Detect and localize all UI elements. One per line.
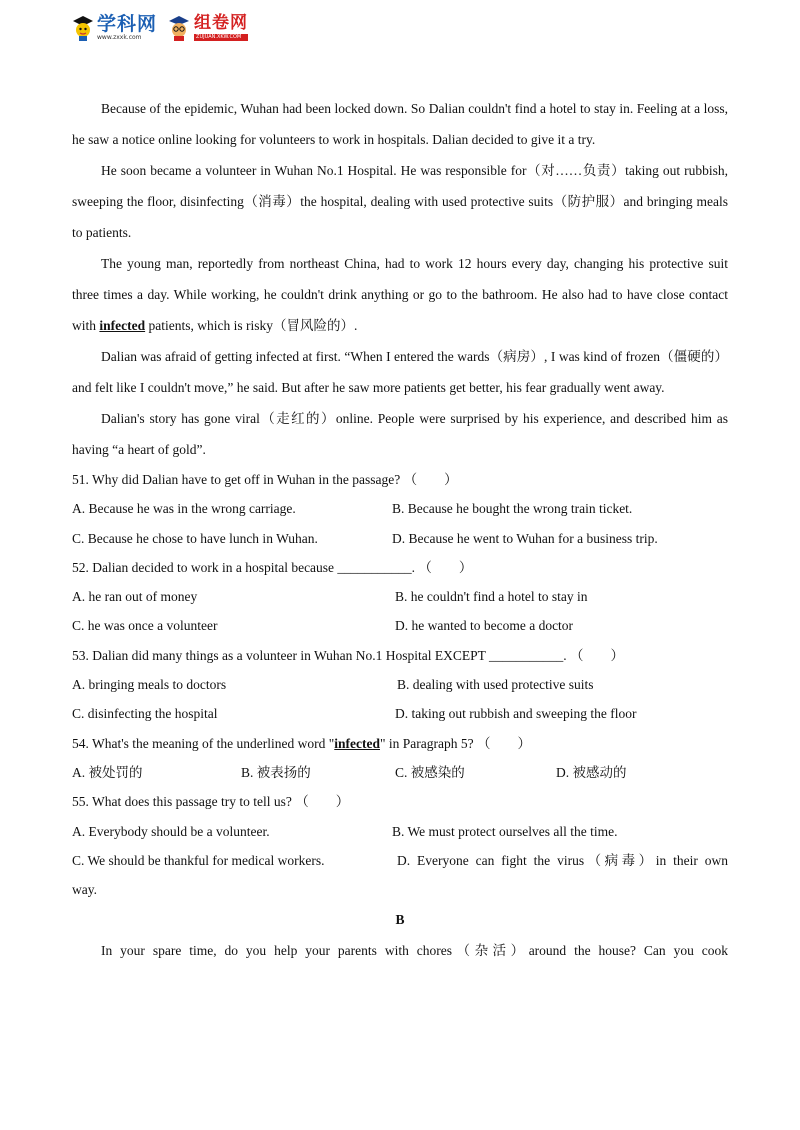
paragraph-3-text-start: The young man, reportedly from northeast China, had to work 12 hours every day, changing his protective suit three times a day. While working, he couldn't drink anything or go to the bathroom. He also had to have close contact with <box>72 256 728 333</box>
option-51-a: A. Because he was in the wrong carriage. <box>72 501 296 517</box>
passage-paragraph-5: Dalian's story has gone viral（走红的）online. People were surprised by his experience, and described him as having “a heart of gold”. <box>72 411 728 457</box>
passage-paragraph-1: Because of the epidemic, Wuhan had been locked down. So Dalian couldn't find a hotel to stay in. Feeling at a loss, he saw a notice online looking for volunteers to work in hospitals. Dalian decided to give it a try. <box>72 101 728 147</box>
zujuan-logo-name: 组卷网 <box>194 13 249 33</box>
question-53-options-row-2 <box>72 699 728 728</box>
option-54-c: C. 被感染的 <box>395 764 465 780</box>
question-55-options-row-2 <box>72 846 728 875</box>
question-52-options-row-2 <box>72 611 728 640</box>
question-55: 55. What does this passage try to tell us? （ ） <box>72 794 350 810</box>
document-body <box>72 93 728 966</box>
option-53-b: B. dealing with used protective suits <box>397 677 594 693</box>
scholar-mascot-icon <box>72 14 94 42</box>
page-header <box>72 12 248 44</box>
underlined-word-infected-quoted: infected <box>334 735 380 751</box>
option-53-c: C. disinfecting the hospital <box>72 706 218 722</box>
option-55-d: D. Everyone can fight the virus（病毒）in their own <box>397 852 728 868</box>
option-52-c: C. he was once a volunteer <box>72 618 218 634</box>
option-53-d: D. taking out rubbish and sweeping the floor <box>395 706 637 722</box>
option-55-d-continued: way. <box>72 882 97 898</box>
option-54-a: A. 被处罚的 <box>72 764 143 780</box>
question-52-options-row-1 <box>72 582 728 611</box>
paragraph-3-text-end: patients, which is risky（冒风险的）. <box>145 318 358 333</box>
question-51-options-row-1 <box>72 494 728 523</box>
passage-paragraph-3 <box>72 248 728 341</box>
question-55-options-row-1 <box>72 817 728 846</box>
zujuan-logo <box>167 14 248 42</box>
passage-paragraph-4: Dalian was afraid of getting infected at first. “When I entered the wards（病房）, I was kind of frozen（僵硬的）and felt like I couldn't move,” he said. But after he saw more patients get better, his fear gradually went away. <box>72 349 728 395</box>
option-51-c: C. Because he chose to have lunch in Wuhan. <box>72 530 318 546</box>
question-52: 52. Dalian decided to work in a hospital because ___________. （ ） <box>72 559 473 575</box>
underlined-word-infected: infected <box>99 318 146 333</box>
option-51-b: B. Because he bought the wrong train ticket. <box>392 501 633 517</box>
option-52-a: A. he ran out of money <box>72 589 198 605</box>
option-51-d: D. Because he went to Wuhan for a business trip. <box>392 530 658 546</box>
question-54-text-end: " in Paragraph 5? （ ） <box>380 735 531 751</box>
question-51-options-row-2 <box>72 524 728 553</box>
option-54-b: B. 被表扬的 <box>241 764 311 780</box>
option-53-a: A. bringing meals to doctors <box>72 677 227 693</box>
zxxk-logo <box>72 14 157 42</box>
zxxk-logo-name: 学科网 <box>97 13 158 35</box>
question-54-options-row <box>72 758 728 787</box>
option-55-b: B. We must protect ourselves all the time. <box>392 823 618 839</box>
section-b-heading: B <box>395 912 405 928</box>
question-53-options-row-1 <box>72 670 728 699</box>
option-55-a: A. Everybody should be a volunteer. <box>72 823 270 839</box>
option-52-b: B. he couldn't find a hotel to stay in <box>395 589 588 605</box>
option-54-d: D. 被感动的 <box>556 764 627 780</box>
question-54 <box>72 729 728 758</box>
question-53: 53. Dalian did many things as a volunteer in Wuhan No.1 Hospital EXCEPT ___________. （ ） <box>72 647 625 663</box>
zujuan-logo-sub: ZUJUAN.XKW.COM <box>194 34 248 41</box>
student-mascot-icon <box>167 14 191 42</box>
option-55-c: C. We should be thankful for medical workers. <box>72 852 325 868</box>
option-52-d: D. he wanted to become a doctor <box>395 618 574 634</box>
question-54-text-start: 54. What's the meaning of the underlined word " <box>72 735 335 751</box>
passage-paragraph-2: He soon became a volunteer in Wuhan No.1 Hospital. He was responsible for（对……负责）taking out rubbish, sweeping the floor, disinfecting（消毒）the hospital, dealing with used protective suits（防护服）and bringing meals to patients. <box>72 163 728 240</box>
question-51: 51. Why did Dalian have to get off in Wuhan in the passage? （ ） <box>72 472 458 487</box>
section-b-paragraph-1: In your spare time, do you help your parents with chores（杂活）around the house? Can you cook <box>101 943 728 959</box>
zxxk-logo-url: www.zxxk.com <box>97 34 142 41</box>
